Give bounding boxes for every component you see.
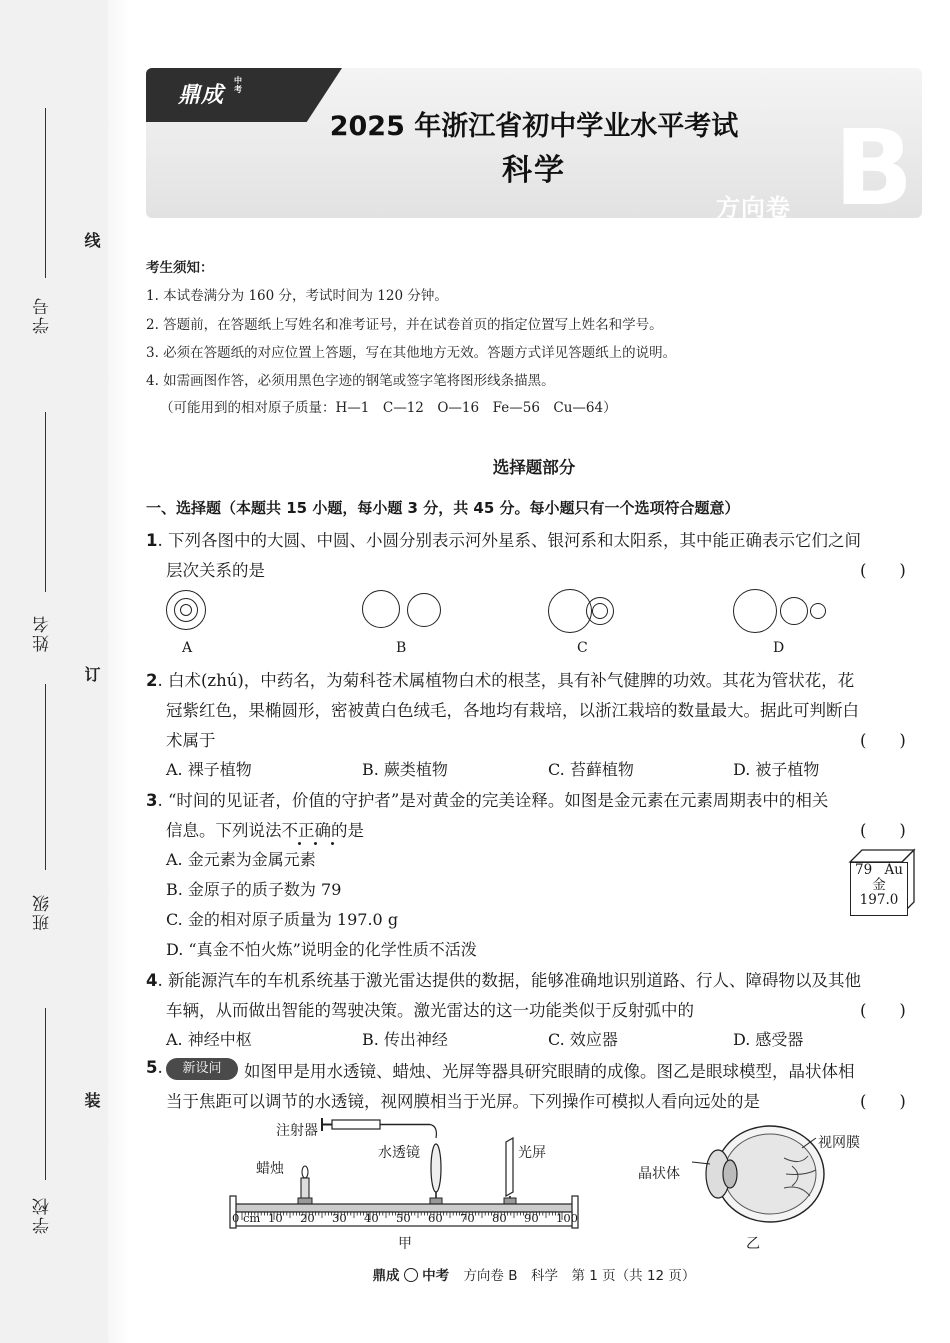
note-item: 3. 必须在答题纸的对应位置上答题，写在其他地方无效。答题方式详见答题纸上的说明。 xyxy=(146,345,677,361)
school-label: 学校 xyxy=(33,1196,53,1234)
brand-logo: 鼎成 xyxy=(178,83,225,108)
exam-title: 2025 年浙江省初中学业水平考试 xyxy=(329,111,739,142)
name-field-line xyxy=(45,412,46,592)
light-screen xyxy=(506,1138,513,1196)
student-id-label: 学号 xyxy=(33,296,53,334)
ruler-label: 20 xyxy=(300,1211,315,1225)
id-field-line xyxy=(45,108,46,278)
answer-paren: ( ) xyxy=(860,1001,906,1020)
lens xyxy=(723,1160,737,1188)
note-item: 1. 本试卷满分为 160 分，考试时间为 120 分钟。 xyxy=(146,288,448,304)
candle xyxy=(301,1178,309,1200)
notes-heading: 考生须知： xyxy=(146,260,214,276)
install-mark: 装 xyxy=(82,1092,101,1108)
figure-b-caption: 乙 xyxy=(746,1236,760,1252)
water-lens xyxy=(431,1144,441,1192)
ruler-label: 100 xyxy=(556,1211,578,1225)
atomic-masses: （可能用到的相对原子质量：H—1 C—12 O—16 Fe—56 Cu—64） xyxy=(160,400,617,416)
paper-type: 方向卷 xyxy=(716,194,791,222)
atomic-mass: 197.0 xyxy=(859,892,899,908)
binding-mark: 订 xyxy=(82,666,101,682)
school-field-line xyxy=(45,1008,46,1180)
option: A. 神经中枢 xyxy=(166,1030,252,1049)
ruler-label: 0 cm xyxy=(232,1211,261,1225)
ruler-label: 80 xyxy=(492,1211,507,1225)
question-2-line1: 2. 白术(zhú)，中药名，为菊科苍术属植物白术的根茎，具有补气健脾的功效。其花为管状花，花 xyxy=(146,671,855,690)
class-label: 班级 xyxy=(33,893,53,931)
note-item: 4. 如需画图作答，必须用黑色字迹的钢笔或签字笔将图形线条描黑。 xyxy=(146,373,555,389)
atomic-number: 79 xyxy=(855,862,873,878)
option: C. 效应器 xyxy=(548,1030,618,1049)
optical-bench-figure xyxy=(216,1112,596,1252)
answer-paren: ( ) xyxy=(860,731,906,750)
brand-circle-icon xyxy=(404,1268,418,1282)
element-symbol: Au xyxy=(884,862,903,878)
class-field-line xyxy=(45,684,46,870)
question-5-line2: 当于焦距可以调节的水透镜，视网膜相当于光屏。下列操作可模拟人看向远处的是 xyxy=(166,1092,760,1111)
option: B. 蕨类植物 xyxy=(362,760,448,779)
question-5-line1: 如图甲是用水透镜、蜡烛、光屏等器具研究眼睛的成像。图乙是眼球模型，晶状体相 xyxy=(244,1062,855,1081)
subject-title: 科学 xyxy=(502,153,566,188)
element-name: 金 xyxy=(872,877,886,893)
option: C. 苔藓植物 xyxy=(548,760,634,779)
question-2-line3: 术属于 xyxy=(166,731,216,750)
figure-a-caption: 甲 xyxy=(398,1236,412,1252)
brand-sup: 中考 xyxy=(234,76,242,94)
ruler-labels xyxy=(232,1211,580,1225)
ruler-label: 10 xyxy=(268,1211,283,1225)
question-5-number: 5. xyxy=(146,1058,163,1077)
screen-label: 光屏 xyxy=(518,1145,546,1161)
emphasis-dot xyxy=(314,842,317,845)
element-tile xyxy=(850,862,908,916)
page-footer xyxy=(146,1264,922,1284)
footer-text: 方向卷 B 科学 第 1 页（共 12 页） xyxy=(463,1268,696,1284)
retina-label: 视网膜 xyxy=(818,1135,860,1151)
option-label: C xyxy=(577,640,588,656)
candle-label: 蜡烛 xyxy=(256,1161,284,1177)
question-4-line2: 车辆，从而做出智能的驾驶决策。激光雷达的这一功能类似于反射弧中的 xyxy=(166,1001,694,1020)
gutter-shadow xyxy=(108,0,130,1343)
option-label: A xyxy=(182,640,193,656)
question-4-line1: 4. 新能源汽车的车机系统基于激光雷达提供的数据，能够准确地识别道路、行人、障碍物以及其他 xyxy=(146,971,861,990)
question-1-line1: 1. 下列各图中的大圆、中圆、小圆分别表示河外星系、银河系和太阳系，其中能正确表示它们之间 xyxy=(146,531,861,550)
paper-letter: B xyxy=(834,107,914,229)
option: B. 金原子的质子数为 79 xyxy=(166,880,342,899)
part-title: 一、选择题（本题共 15 小题，每小题 3 分，共 45 分。每小题只有一个选项符合题意） xyxy=(146,499,740,517)
syringe-barrel xyxy=(332,1120,380,1129)
footer-brand2: 中考 xyxy=(422,1268,450,1284)
lens-label: 晶状体 xyxy=(638,1166,680,1182)
question-3-line1: 3. “时间的见证者，价值的守护者”是对黄金的完美诠释。如图是金元素在元素周期表中的相关 xyxy=(146,791,829,810)
question-2-line2: 冠紫红色，果椭圆形，密被黄白色绒毛，各地均有栽培，以浙江栽培的数量最大。据此可判断白 xyxy=(166,701,859,720)
ruler-label: 70 xyxy=(460,1211,475,1225)
question-1-line2: 层次关系的是 xyxy=(166,561,265,580)
ruler-label: 30 xyxy=(332,1211,347,1225)
candle-flame xyxy=(302,1166,308,1178)
option: B. 传出神经 xyxy=(362,1030,448,1049)
ruler-label: 90 xyxy=(524,1211,539,1225)
option: D. “真金不怕火炼”说明金的化学性质不活泼 xyxy=(166,940,477,959)
answer-paren: ( ) xyxy=(860,561,906,580)
syringe-label: 注射器 xyxy=(276,1123,318,1139)
water-lens-label: 水透镜 xyxy=(378,1145,420,1161)
emphasis-dot xyxy=(298,842,301,845)
question-3-line2: 信息。下列说法不正确的是 xyxy=(166,821,364,840)
option-label: D xyxy=(773,640,785,656)
new-question-tag: 新设问 xyxy=(166,1058,238,1080)
footer-brand: 鼎成 xyxy=(372,1268,400,1284)
answer-paren: ( ) xyxy=(860,1092,906,1111)
option: D. 感受器 xyxy=(733,1030,804,1049)
cut-line-mark: 线 xyxy=(82,232,101,248)
ruler-label: 50 xyxy=(396,1211,411,1225)
option: D. 被子植物 xyxy=(733,760,820,779)
name-label: 姓名 xyxy=(33,614,53,652)
answer-paren: ( ) xyxy=(860,821,906,840)
ruler-label: 40 xyxy=(364,1211,379,1225)
option-label: B xyxy=(396,640,407,656)
section-title: 选择题部分 xyxy=(492,458,576,477)
option: C. 金的相对原子质量为 197.0 g xyxy=(166,910,399,929)
option: A. 金元素为金属元素 xyxy=(166,850,316,869)
ruler-label: 60 xyxy=(428,1211,443,1225)
option: A. 裸子植物 xyxy=(166,760,252,779)
note-item: 2. 答题前，在答题纸上写姓名和准考证号，并在试卷首页的指定位置写上姓名和学号。 xyxy=(146,317,663,333)
emphasis-dot xyxy=(331,842,334,845)
